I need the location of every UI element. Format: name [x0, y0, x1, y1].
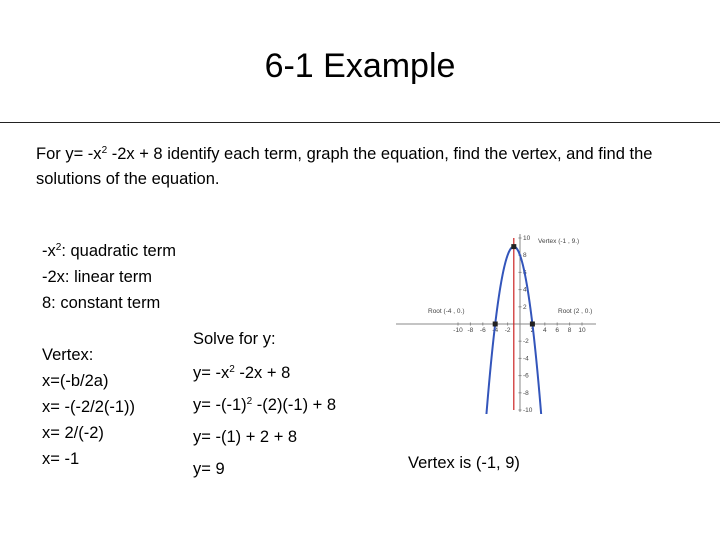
- y-tick-label: -2: [523, 338, 529, 346]
- term-list: [42, 238, 176, 316]
- y-tick-label: 10: [523, 235, 531, 242]
- solve-step-exponent: 2: [229, 364, 235, 375]
- x-tick-label: 4: [542, 327, 547, 334]
- prompt-text-end: -2x + 8 identify each term, graph the equation, find the vertex, and find the solutions of the equation.: [36, 145, 653, 188]
- prompt-exponent: 2: [101, 145, 108, 156]
- solve-step-text: y= -(-1): [193, 396, 247, 414]
- slide-title: 6-1 Example: [264, 47, 456, 85]
- right-root-point: [530, 322, 535, 327]
- vertex-step: x= -(-2/2(-1)): [42, 398, 136, 416]
- quadratic-term-base: -x: [42, 242, 56, 260]
- x-tick-label: 6: [555, 327, 560, 334]
- y-tick-label: -8: [523, 389, 529, 397]
- vertex-point-label: Vertex (-1 , 9.): [538, 238, 580, 245]
- left-root-label: Root (-4 , 0.): [428, 308, 465, 315]
- constant-term: 8: constant term: [42, 294, 161, 312]
- y-tick-label: 8: [523, 252, 527, 260]
- solve-step-exponent: 2: [246, 396, 253, 407]
- right-root-label: Root (2 , 0.): [558, 308, 593, 315]
- vertex-step: x=(-b/2a): [42, 372, 109, 390]
- y-tick-label: -4: [523, 355, 529, 363]
- x-tick-label: 2: [530, 327, 535, 334]
- x-tick-label: 10: [578, 327, 586, 334]
- parabola-graph: [390, 230, 598, 414]
- y-tick-label: -10: [523, 407, 533, 414]
- y-tick-label: -6: [523, 372, 529, 380]
- solve-heading: Solve for y:: [193, 330, 276, 348]
- quadratic-term-exponent: 2: [55, 242, 62, 253]
- x-tick-label: -8: [467, 327, 474, 334]
- x-tick-label: -4: [492, 327, 499, 334]
- solve-step: y= 9: [193, 460, 225, 478]
- solve-step: [193, 396, 336, 415]
- vertex-steps: [42, 342, 135, 472]
- prompt-text-start: For y= -x: [36, 145, 102, 163]
- solve-step-text: y= -x: [193, 364, 230, 382]
- vertex-point: [511, 244, 516, 249]
- solve-step-text: -2x + 8: [234, 364, 291, 382]
- x-tick-label: 8: [567, 327, 572, 334]
- x-tick-label: -6: [479, 327, 486, 334]
- x-tick-label: -10: [453, 327, 463, 334]
- y-tick-label: 4: [523, 286, 527, 294]
- solve-step: y= -(1) + 2 + 8: [193, 428, 298, 446]
- vertex-step: x= 2/(-2): [42, 424, 104, 442]
- quadratic-term-label: : quadratic term: [61, 242, 176, 260]
- y-tick-label: 2: [523, 303, 527, 311]
- solve-step: [193, 364, 290, 383]
- problem-statement: [36, 142, 686, 192]
- y-tick-label: 6: [523, 269, 527, 277]
- vertex-step: Vertex:: [42, 346, 94, 364]
- solve-step-text: -(2)(-1) + 8: [252, 396, 337, 414]
- x-tick-label: -2: [504, 327, 511, 334]
- linear-term: -2x: linear term: [42, 268, 153, 286]
- vertex-result: Vertex is (-1, 9): [408, 454, 520, 472]
- vertex-step: x= -1: [42, 450, 80, 468]
- left-root-point: [493, 322, 498, 327]
- title-divider: [0, 122, 720, 123]
- quadratic-term: [42, 238, 176, 264]
